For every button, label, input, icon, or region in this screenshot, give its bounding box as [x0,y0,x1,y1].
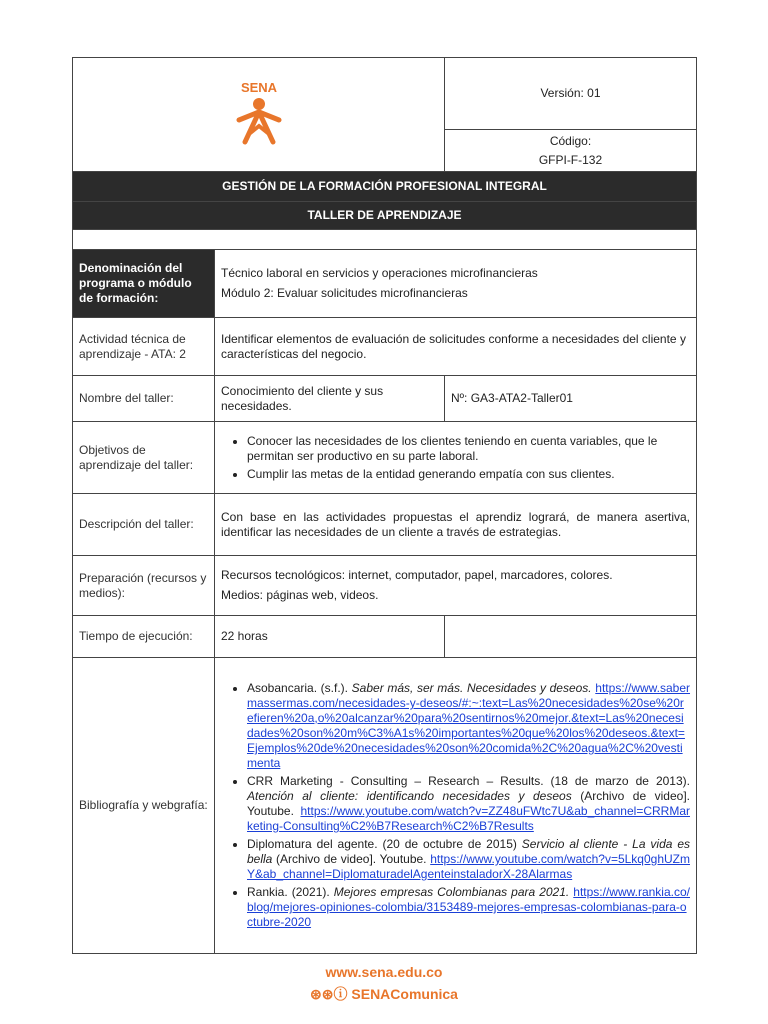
workshop-value: Conocimiento del cliente y sus necesidades. [215,376,445,422]
document-page [72,57,696,954]
code-cell [445,130,697,172]
list-item: • Diplomatura del agente. (20 de octubre de 2015) Servicio al cliente - La vida es bella (Archivo de video]. Youtube. https://www.youtube.com/watch?v=5Lkq0ghUZmY&ab_channel=DiplomaturadelAgenteinstaladorX-28Alarmas [247,837,690,882]
program-line1: Técnico laboral en servicios y operaciones microfinancieras [221,266,538,280]
program-value [215,250,697,318]
time-empty [445,616,697,658]
time-value: 22 horas [215,616,445,658]
prep-line1: Recursos tecnológicos: internet, computador, papel, marcadores, colores. [221,568,613,582]
workshop-table [72,57,697,954]
social-icons: ⊛⊛ⓘ [310,986,348,1002]
biblio-label: Bibliografía y webgrafía: [73,658,215,954]
activity-value: Identificar elementos de evaluación de solicitudes conforme a necesidades del cliente y características del negocio. [215,318,697,376]
footer-social[interactable] [0,984,768,1004]
list-item: • Rankia. (2021). Mejores empresas Colombianas para 2021. https://www.rankia.co/blog/mejores-opiniones-colombia/3153489-mejores-empresas-colombianas-para-octubre-2020 [247,885,690,930]
logo-cell [73,58,445,172]
objectives-label: Objetivos de aprendizaje del taller: [73,422,215,494]
code-label: Código: [549,133,592,148]
list-item: • Conocer las necesidades de los clientes teniendo en cuenta variables, que le permitan ser productivo en su parte laboral. [247,434,690,464]
header-row [73,58,697,130]
biblio-link[interactable]: https://www.youtube.com/watch?v=5Lkq0ghUZmY&ab_channel=DiplomaturadelAgenteinstaladorX-28Alarmas [247,852,690,881]
prep-value [215,556,697,616]
document-title: GESTIÓN DE LA FORMACIÓN PROFESIONAL INTEGRAL [73,172,697,202]
objectives-value [215,422,697,494]
biblio-link[interactable]: https://www.sabermassermas.com/necesidades-y-deseos/#:~:text=Las%20necesidades%20se%20refieren%20a,o%20alcanzar%20para%20sentirnos%20mejor.&text=Las%20necesidades%20son%20m%C3%A1s%20importantes%20que%20los%20deseos.&text=Ejemplos%20de%20necesidades%20son%20comida%2C%20agua%2C%20vestimenta [247,681,691,770]
document-subtitle: TALLER DE APRENDIZAJE [73,202,697,230]
workshop-label: Nombre del taller: [73,376,215,422]
list-item: • Asobancaria. (s.f.). Saber más, ser más. Necesidades y deseos. https://www.sabermassermas.com/necesidades-y-deseos/#:~:text=Las%20necesidades%20se%20refieren%20a,o%20alcanzar%20para%20sentirnos%20mejor.&text=Las%20necesidades%20son%20m%C3%A1s%20importantes%20que%20los%20deseos.&text=Ejemplos%20de%20necesidades%20son%20comida%2C%20agua%2C%20vestimenta [247,681,690,771]
list-item: • CRR Marketing - Consulting – Research – Results. (18 de marzo de 2013). Atención al cliente: identificando necesidades y deseos (Archivo de video]. Youtube. https://www.youtube.com/watch?v=ZZ48uFWtc7U&ab_channel=CRRMarketing-Consulting%C2%B7Research%C2%B7Results [247,774,690,834]
svg-text:SENA: SENA [240,79,277,95]
workshop-number: Nº: GA3-ATA2-Taller01 [445,376,697,422]
biblio-value [215,658,697,954]
activity-label: Actividad técnica de aprendizaje - ATA: 2 [73,318,215,376]
footer-url[interactable]: www.sena.edu.co [325,964,443,980]
time-label: Tiempo de ejecución: [73,616,215,658]
code-value: GFPI-F-132 [538,152,603,167]
sena-logo-icon [229,80,289,146]
spacer-row [73,230,697,250]
list-item: • Cumplir las metas de la entidad generando empatía con sus clientes. [247,467,690,482]
description-label: Descripción del taller: [73,494,215,556]
biblio-link[interactable]: https://www.rankia.co/blog/mejores-opiniones-colombia/3153489-mejores-empresas-colombianas-para-octubre-2020 [247,885,690,929]
description-value: Con base en las actividades propuestas el aprendiz logrará, de manera asertiva, identificar las necesidades de un cliente a través de estrategias. [215,494,697,556]
biblio-link[interactable]: https://www.youtube.com/watch?v=ZZ48uFWtc7U&ab_channel=CRRMarketing-Consulting%C2%B7Research%C2%B7Results [247,804,690,833]
prep-line2: Medios: páginas web, videos. [221,588,379,602]
social-handle: SENAComunica [351,986,458,1002]
version-cell: Versión: 01 [445,58,697,130]
prep-label: Preparación (recursos y medios): [73,556,215,616]
program-line2: Módulo 2: Evaluar solicitudes microfinancieras [221,286,468,300]
program-label: Denominación del programa o módulo de formación: [73,250,215,318]
biblio-list [221,681,690,930]
objectives-list [221,434,690,482]
